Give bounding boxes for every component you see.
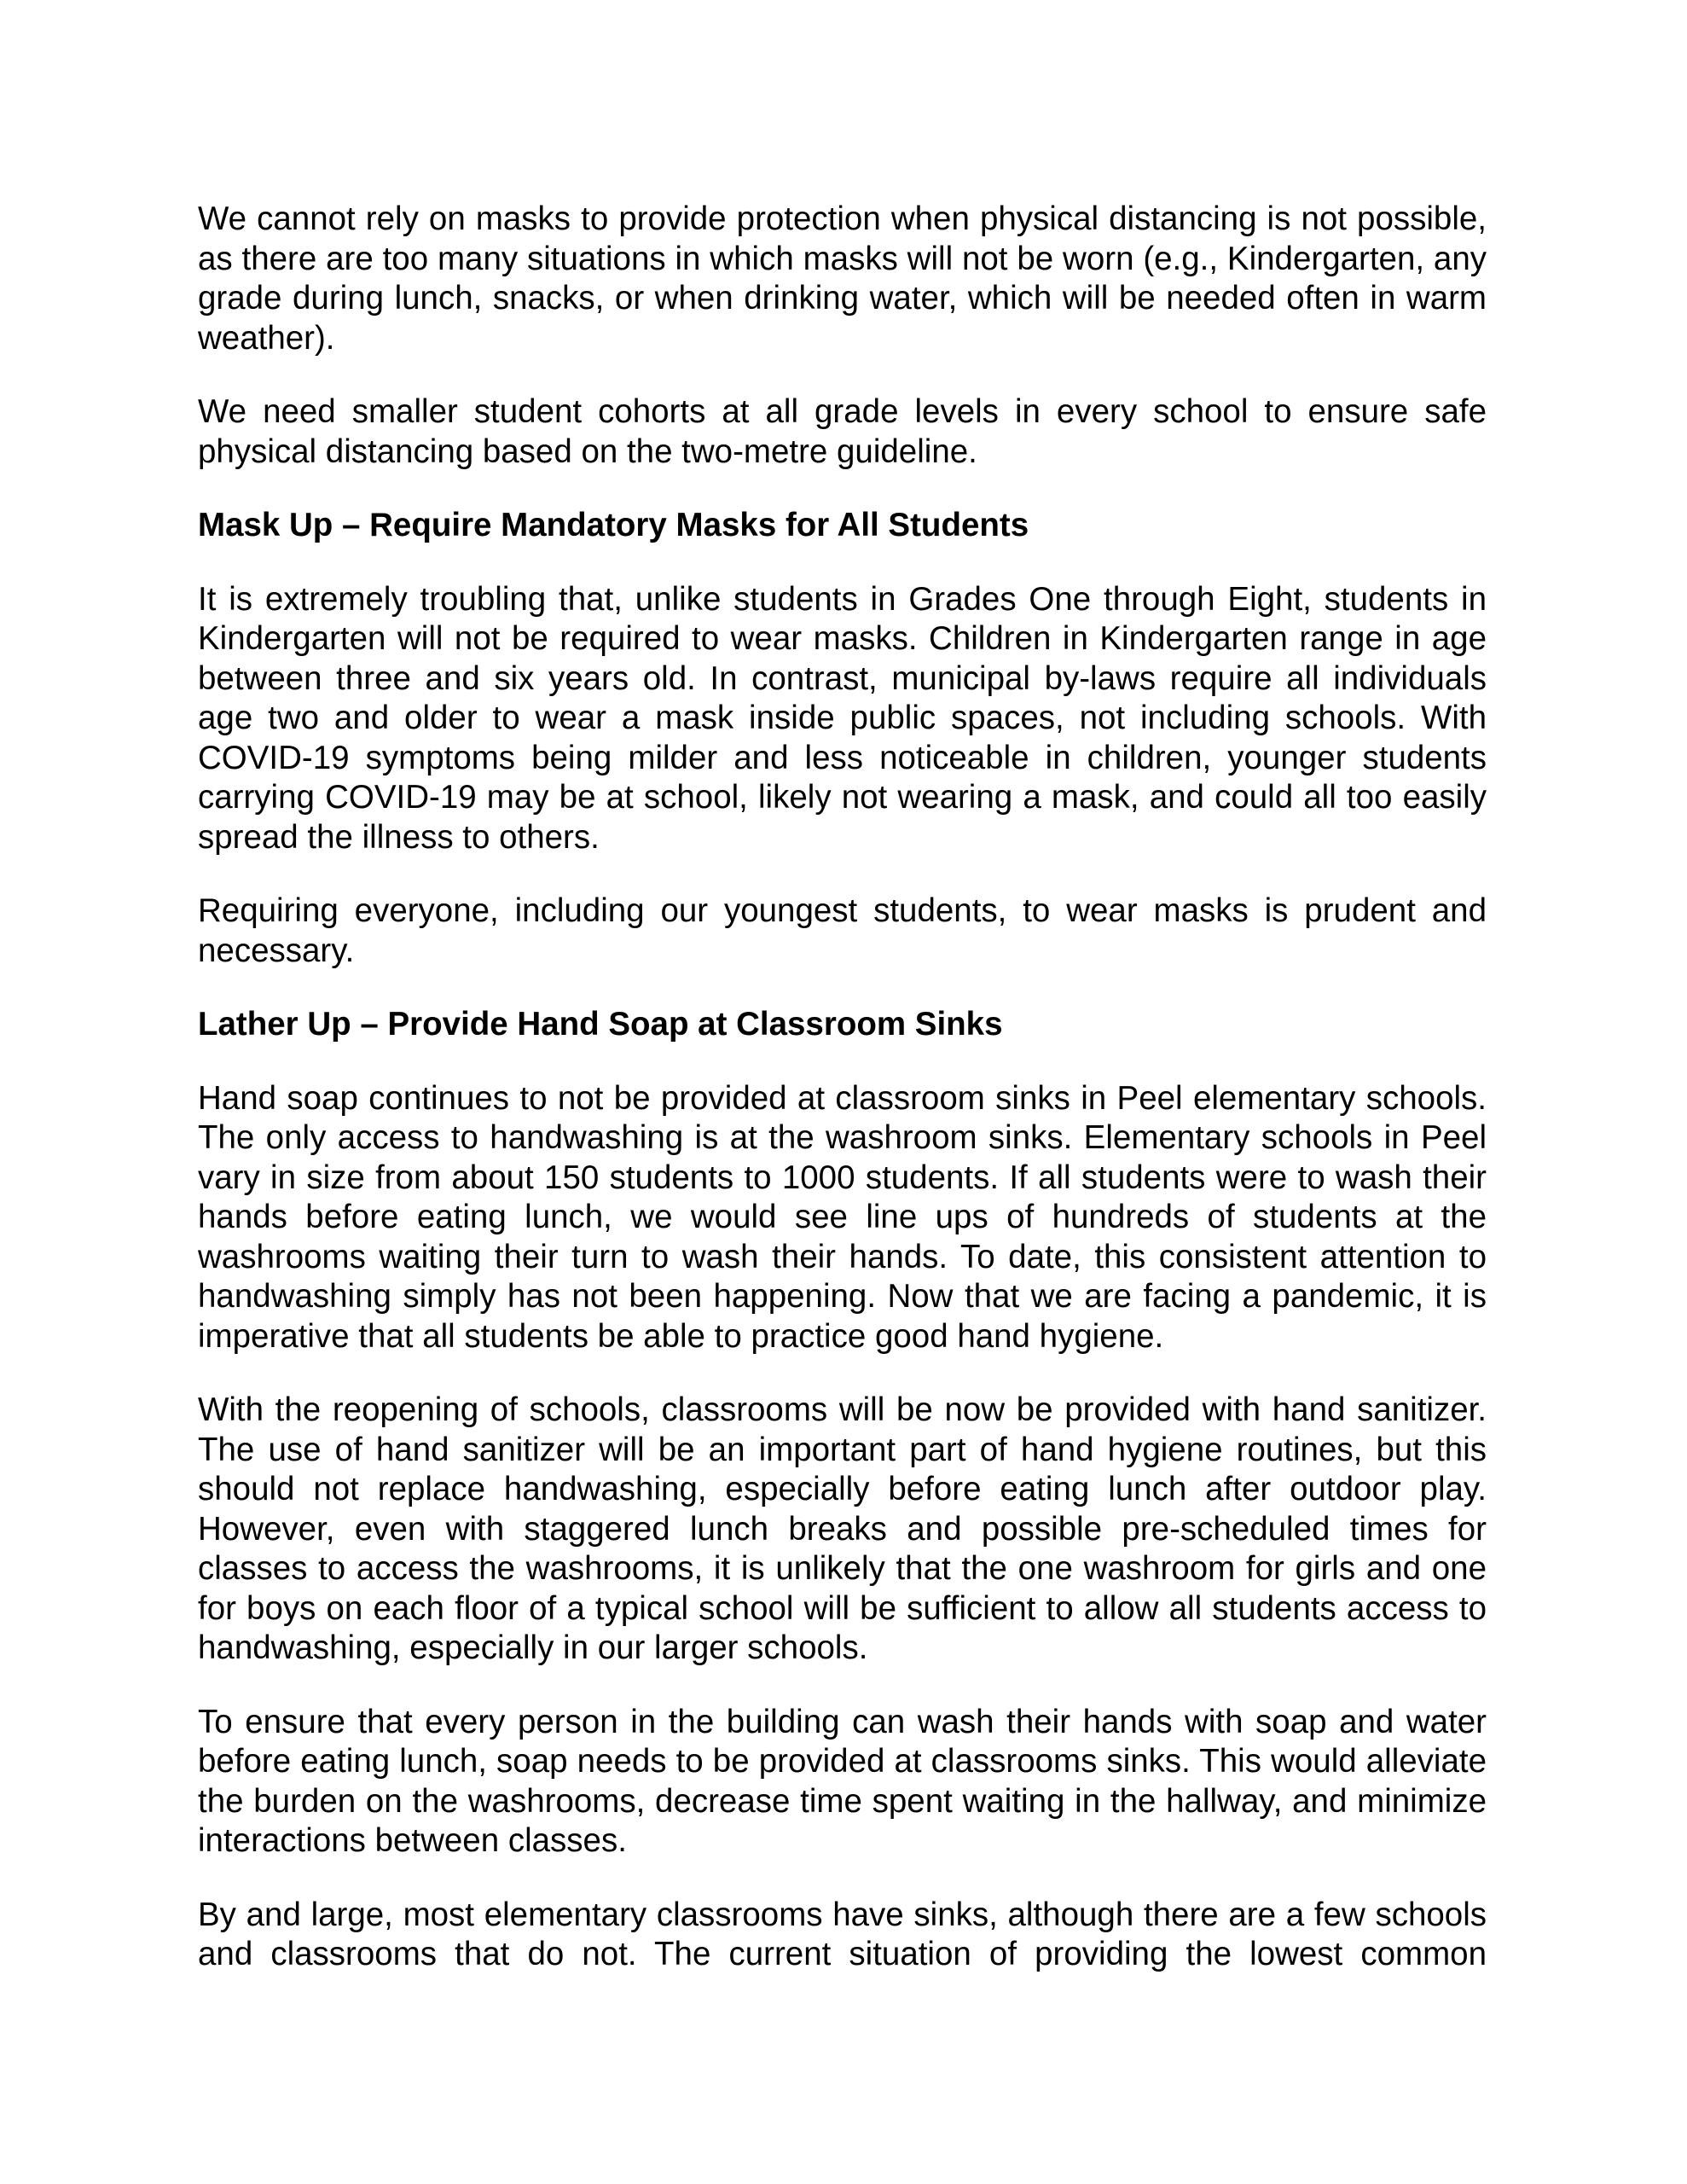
body-paragraph: By and large, most elementary classrooms have sinks, although there are a few schools and classrooms that do not. The current situation of providing the lowest common — [198, 1896, 1487, 1972]
body-paragraph: Hand soap continues to not be provided at classroom sinks in Peel elementary schools. The only access to handwashing is at the washroom sinks. Elementary schools in Peel vary in size from about 150 students to 1000 students. If all students were to wash their hands before eating lunch, we would see line ups of hundreds of students at the washrooms waiting their turn to wash their hands. To date, this consistent attention to handwashing simply has not been happening. Now that we are facing a pandemic, it is imperative that all students be able to practice good hand hygiene. — [198, 1079, 1487, 1355]
document-content — [198, 200, 1487, 2009]
body-paragraph: We cannot rely on masks to provide protection when physical distancing is not possible, as there are too many situations in which masks will not be worn (e.g., Kindergarten, any grade during lunch, snacks, or when drinking water, which will be needed often in warm weather). — [198, 200, 1487, 357]
body-paragraph: Requiring everyone, including our youngest students, to wear masks is prudent and necessary. — [198, 892, 1487, 969]
body-paragraph: We need smaller student cohorts at all grade levels in every school to ensure safe physical distancing based on the two-metre guideline. — [198, 393, 1487, 470]
body-paragraph: With the reopening of schools, classrooms will be now be provided with hand sanitizer. The use of hand sanitizer will be an important part of hand hygiene routines, but this should not replace handwashing, especially before eating lunch after outdoor play. However, even with staggered lunch breaks and possible pre-scheduled times for classes to access the washrooms, it is unlikely that the one washroom for girls and one for boys on each floor of a typical school will be sufficient to allow all students access to handwashing, especially in our larger schools. — [198, 1391, 1487, 1666]
section-heading: Mask Up – Require Mandatory Masks for All Students — [198, 507, 1029, 543]
body-paragraph: It is extremely troubling that, unlike students in Grades One through Eight, students in Kindergarten will not be required to wear masks. Children in Kindergarten range in age between three and six years old. In contrast, municipal by-laws require all individuals age two and older to wear a mask inside public spaces, not including schools. With COVID-19 symptoms being milder and less noticeable in children, younger students carrying COVID-19 may be at school, likely not wearing a mask, and could all too easily spread the illness to others. — [198, 580, 1487, 856]
body-paragraph: To ensure that every person in the building can wash their hands with soap and water before eating lunch, soap needs to be provided at classrooms sinks. This would alleviate the burden on the washrooms, decrease time spent waiting in the hallway, and minimize interactions between classes. — [198, 1703, 1487, 1859]
section-heading: Lather Up – Provide Hand Soap at Classroom Sinks — [198, 1006, 1003, 1043]
